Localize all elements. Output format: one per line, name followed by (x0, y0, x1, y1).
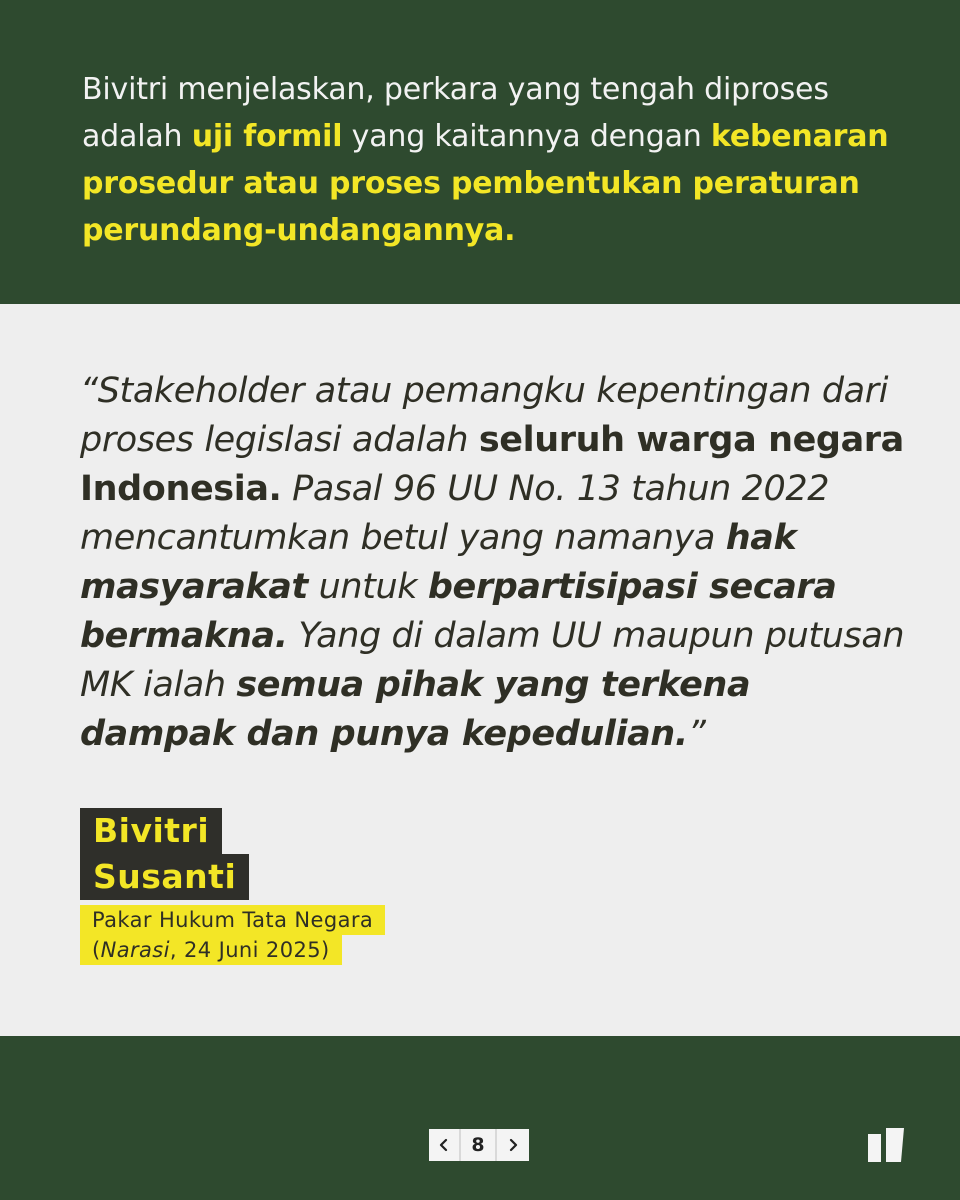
page-number: 8 (461, 1129, 497, 1161)
intro-paragraph (82, 66, 902, 254)
quote-bold-semua-pihak: semua pihak yang terkena dampak dan punya kepedulian. (80, 665, 751, 754)
quote-paragraph (80, 367, 910, 759)
speaker-role: Pakar Hukum Tata Negara (80, 905, 385, 935)
intro-highlight-prosedur: kebenaran prosedur atau proses pembentukan peraturan perundang-undangannya. (82, 119, 889, 248)
next-page-button[interactable] (497, 1129, 529, 1161)
quote-bold-hak-masyarakat: hak masyarakat (80, 518, 797, 607)
quote-close-mark: ” (687, 714, 706, 754)
quote-bold-berpartisipasi: berpartisipasi secara bermakna. (80, 567, 837, 656)
quote-text-2: Pasal 96 UU No. 13 tahun 2022 mencantumkan betul yang namanya (80, 469, 830, 558)
bottom-band (0, 1036, 960, 1200)
prev-page-button[interactable] (429, 1129, 461, 1161)
source-date: , 24 Juni 2025) (169, 938, 330, 962)
chevron-left-icon (438, 1138, 450, 1152)
speaker-source (80, 935, 342, 965)
quote-text-1: “Stakeholder atau pemangku kepentingan dari proses legislasi adalah (80, 371, 889, 460)
quote-text-3: untuk (307, 567, 428, 607)
speaker-first-name: Bivitri (80, 808, 222, 854)
source-open-paren: ( (92, 938, 101, 962)
pager (429, 1129, 529, 1161)
chevron-right-icon (507, 1138, 519, 1152)
brand-logo-icon (865, 1126, 907, 1164)
intro-text-2: yang kaitannya dengan (342, 119, 711, 154)
speaker-last-name: Susanti (80, 854, 249, 900)
quote-bold-warga-negara: seluruh warga negara Indonesia. (80, 420, 904, 509)
intro-highlight-uji-formil: uji formil (191, 119, 343, 154)
quote-text-4: Yang di dalam UU maupun putusan MK ialah (80, 616, 905, 705)
source-outlet: Narasi (100, 938, 170, 962)
intro-text-1: Bivitri menjelaskan, perkara yang tengah diproses adalah (82, 72, 829, 154)
